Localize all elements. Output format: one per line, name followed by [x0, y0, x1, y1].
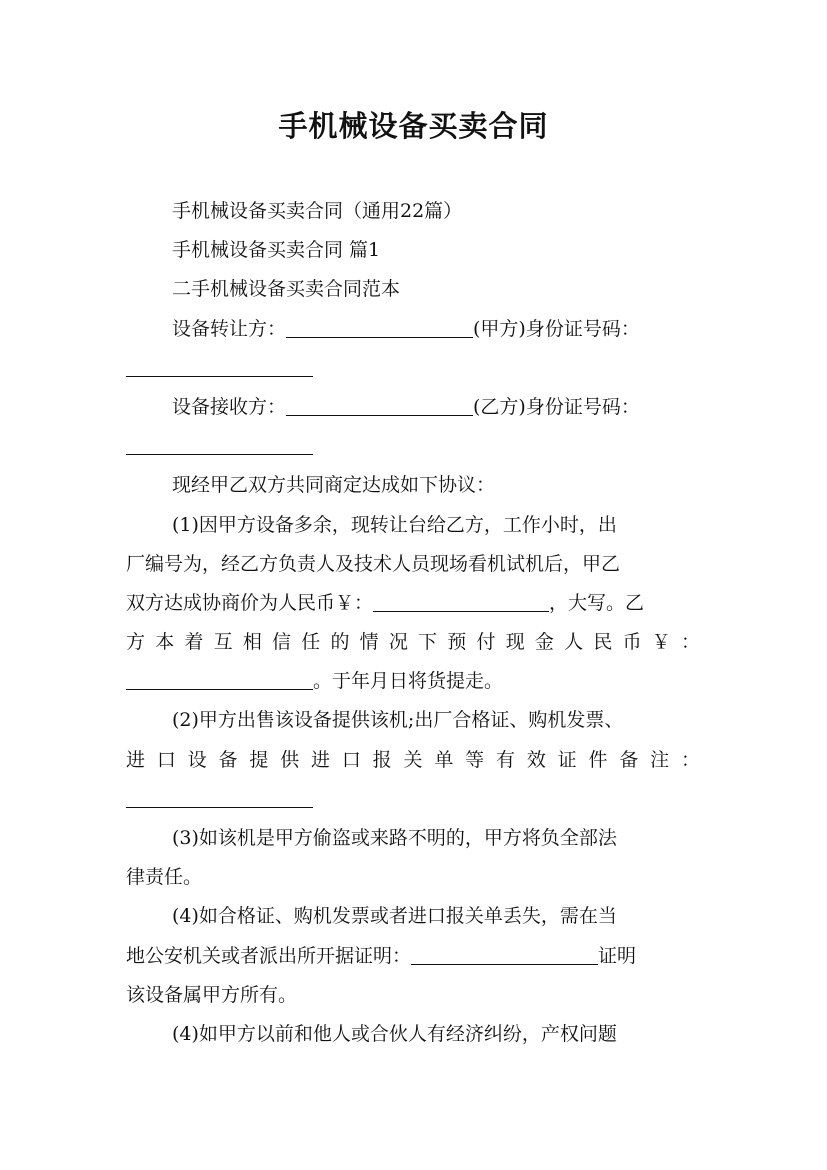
clause4-proof-label: 地公安机关或者派出所开据证明： — [126, 944, 412, 967]
prepay-blank — [126, 665, 313, 690]
transferor-id-line — [126, 349, 700, 388]
clause3-line2: 律责任。 — [126, 866, 203, 889]
clause4-proof-tail: 证明 — [598, 944, 637, 967]
clause1-price-label: 双方达成协商价为人民币￥： — [126, 591, 374, 614]
clause1-line4: 方本着互相信任的情况下预付现金人民币￥： — [126, 631, 700, 654]
clause3-line1: (3)如该机是甲方偷盗或来路不明的，甲方将负全部法 — [172, 827, 617, 849]
clause1-price-tail: ，大写。乙 — [549, 591, 645, 614]
subtitle-line: 手机械设备买卖合同（通用22篇） — [172, 200, 463, 222]
clause1-line5 — [126, 662, 700, 701]
template-title: 二手机械设备买卖合同范本 — [172, 278, 401, 301]
clause2-line1: (2)甲方出售该设备提供该机;出厂合格证、购机发票、 — [172, 709, 624, 732]
clause2-line2: 进口设备提供进口报关单等有效证件备注： — [126, 748, 700, 771]
transferor-role: (甲方)身份证号码： — [473, 317, 640, 340]
clause1-line1: (1)因甲方设备多余，现转让台给乙方，工作小时，出 — [172, 513, 617, 536]
receiver-line — [126, 388, 700, 427]
receiver-label: 设备接收方： — [172, 395, 287, 418]
receiver-name-blank — [286, 391, 473, 416]
transferor-line — [126, 310, 700, 349]
receiver-id-line — [126, 427, 700, 466]
clause4-line3: 该设备属甲方所有。 — [126, 983, 298, 1006]
transferor-name-blank — [286, 313, 473, 338]
clause2-line3 — [126, 780, 700, 819]
receiver-id-blank — [126, 430, 313, 455]
clause4-line2 — [126, 937, 700, 976]
clause1-line2: 厂编号为，经乙方负责人及技术人员现场看机试机后，甲乙 — [126, 552, 621, 575]
clause4-line1: (4)如合格证、购机发票或者进口报关单丢失，需在当 — [172, 905, 617, 928]
clause5-line1: (4)如甲方以前和他人或合伙人有经济纠纷，产权问题 — [172, 1022, 617, 1045]
transferor-label: 设备转让方： — [172, 317, 287, 340]
clause1-pickup: 。于年月日将货提走。 — [313, 670, 504, 693]
agreement-intro: 现经甲乙双方共同商定达成如下协议： — [172, 474, 496, 497]
price-blank — [373, 587, 549, 612]
section-heading: 手机械设备买卖合同 篇1 — [172, 239, 381, 262]
clause1-line3 — [126, 584, 700, 623]
document-title: 手机械设备买卖合同 — [278, 109, 549, 143]
proof-blank — [411, 940, 598, 965]
transferor-id-blank — [126, 352, 313, 377]
document-body — [126, 192, 700, 1054]
remarks-blank — [126, 783, 313, 808]
receiver-role: (乙方)身份证号码： — [473, 395, 640, 418]
